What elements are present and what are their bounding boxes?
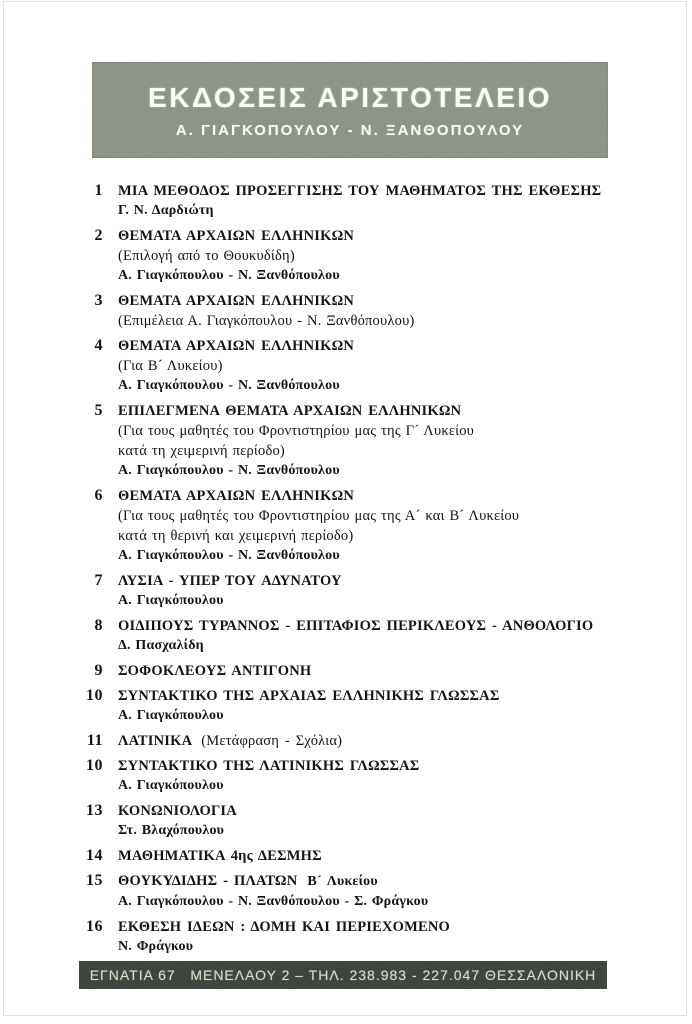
item-title	[118, 486, 519, 506]
item-title	[118, 336, 354, 356]
item-title	[118, 731, 342, 751]
item-body	[118, 801, 237, 841]
item-title	[118, 571, 342, 591]
item-authors: Ν. Φράγκου	[118, 939, 194, 954]
item-number: 10	[86, 757, 103, 774]
item-number: 9	[94, 662, 103, 679]
item-authors: Α. Γιαγκόπουλου - Ν. Ξανθόπουλου	[118, 378, 340, 393]
list-item	[0, 616, 692, 656]
item-body	[118, 336, 354, 396]
item-note-line: κατά τη χειμερινή περίοδο)	[118, 443, 285, 459]
item-body	[118, 661, 311, 681]
item-title-text: ΘΟΥΚΥΔΙΔΗΣ - ΠΛΑΤΩΝ	[118, 873, 298, 889]
item-number: 1	[94, 182, 103, 199]
item-title-text: ΣΟΦΟΚΛΕΟΥΣ ΑΝΤΙΓΟΝΗ	[118, 663, 312, 679]
item-title-text: ΘΕΜΑΤΑ ΑΡΧΑΙΩΝ ΕΛΛΗΝΙΚΩΝ	[118, 338, 355, 354]
item-body	[118, 291, 414, 331]
list-item	[0, 801, 692, 841]
header-content	[92, 62, 608, 158]
item-body	[118, 226, 354, 286]
item-title	[118, 401, 474, 421]
item-number: 7	[94, 572, 103, 589]
item-authors: Γ. Ν. Δαρδιώτη	[118, 203, 214, 218]
item-body	[118, 756, 419, 796]
item-number: 16	[86, 918, 103, 935]
item-number: 13	[86, 802, 103, 819]
item-title-text: ΕΠΙΛΕΓΜΕΝΑ ΘΕΜΑΤΑ ΑΡΧΑΙΩΝ ΕΛΛΗΝΙΚΩΝ	[118, 403, 462, 419]
item-title	[118, 801, 237, 821]
list-item	[0, 661, 692, 681]
item-body	[118, 401, 474, 481]
item-title	[118, 291, 414, 311]
list-item	[0, 686, 692, 726]
item-body	[118, 917, 450, 957]
item-title-text: ΛΑΤΙΝΙΚΑ	[118, 733, 193, 749]
footer-content	[79, 961, 607, 989]
item-number: 11	[86, 732, 103, 749]
list-item	[0, 401, 692, 481]
item-note-line: (Για τους μαθητές του Φροντιστηρίου μας της Α´ και Β´ Λυκείου	[118, 508, 520, 524]
publisher-title: ΕΚΔΟΣΕΙΣ ΑΡΙΣΤΟΤΕΛΕΙΟ	[148, 81, 552, 113]
item-number: 6	[94, 487, 103, 504]
item-title	[118, 871, 428, 892]
book-list	[0, 181, 692, 962]
item-body	[118, 616, 593, 656]
list-item	[0, 731, 692, 751]
item-title	[118, 616, 593, 636]
item-title-text: ΚΟΝΩΝΙΟΛΟΓΙΑ	[118, 803, 237, 819]
publisher-header-band	[92, 62, 608, 158]
item-authors: Α. Γιαγκόπουλου - Ν. Ξανθόπουλου - Σ. Φράγκου	[118, 894, 429, 909]
item-title	[118, 181, 601, 201]
item-authors: Α. Γιαγκόπουλου - Ν. Ξανθόπουλου	[118, 548, 340, 563]
item-title-text: ΕΚΘΕΣΗ ΙΔΕΩΝ : ΔΟΜΗ ΚΑΙ ΠΕΡΙΕΧΟΜΕΝΟ	[118, 919, 451, 935]
list-item	[0, 226, 692, 286]
item-number: 5	[94, 402, 103, 419]
item-body	[118, 181, 601, 221]
item-title-text: ΘΕΜΑΤΑ ΑΡΧΑΙΩΝ ΕΛΛΗΝΙΚΩΝ	[118, 488, 355, 504]
list-item	[0, 486, 692, 566]
item-authors: Α. Γιαγκόπουλου - Ν. Ξανθόπουλου	[118, 463, 340, 478]
item-body	[118, 871, 428, 912]
list-item	[0, 291, 692, 331]
item-number: 10	[86, 687, 103, 704]
item-title-text: ΘΕΜΑΤΑ ΑΡΧΑΙΩΝ ΕΛΛΗΝΙΚΩΝ	[118, 228, 355, 244]
item-title	[118, 226, 354, 246]
item-authors: Δ. Πασχαλίδη	[118, 638, 204, 653]
item-title	[118, 686, 500, 706]
item-body	[118, 486, 519, 566]
item-note-line: (Για τους μαθητές του Φροντιστηρίου μας της Γ´ Λυκείου	[118, 423, 475, 439]
publisher-address: ΕΓΝΑΤΙΑ 67 ΜΕΝΕΛΑΟΥ 2 – ΤΗΛ. 238.983 - 227.047 ΘΕΣΣΑΛΟΝΙΚΗ	[89, 967, 597, 983]
item-title	[118, 661, 311, 681]
item-number: 2	[94, 227, 103, 244]
list-item	[0, 917, 692, 957]
item-note-line: (Επιλογή από το Θουκυδίδη)	[118, 248, 295, 264]
address-footer-band	[79, 961, 607, 989]
item-authors: Α. Γιαγκόπουλου	[118, 593, 224, 608]
list-item	[0, 871, 692, 912]
list-item	[0, 756, 692, 796]
item-body	[118, 731, 342, 751]
item-inline-note: (Μετάφραση - Σχόλια)	[201, 733, 343, 749]
item-title-text: ΣΥΝΤΑΚΤΙΚΟ ΤΗΣ ΑΡΧΑΙΑΣ ΕΛΛΗΝΙΚΗΣ ΓΛΩΣΣΑΣ	[118, 688, 500, 704]
item-title-text: ΣΥΝΤΑΚΤΙΚΟ ΤΗΣ ΛΑΤΙΝΙΚΗΣ ΓΛΩΣΣΑΣ	[118, 758, 420, 774]
item-title	[118, 756, 419, 776]
item-title-suffix: Β´ Λυκείου	[307, 874, 378, 889]
item-number: 8	[94, 617, 103, 634]
item-title-text: ΛΥΣΙΑ - ΥΠΕΡ ΤΟΥ ΑΔΥΝΑΤΟΥ	[118, 573, 342, 589]
item-title-text: ΟΙΔΙΠΟΥΣ ΤΥΡΑΝΝΟΣ - ΕΠΙΤΑΦΙΟΣ ΠΕΡΙΚΛΕΟΥΣ - ΑΝΘΟΛΟΓΙΟ	[118, 618, 594, 634]
item-title	[118, 917, 450, 937]
item-note-line: (Για Β´ Λυκείου)	[118, 358, 223, 374]
item-number: 14	[86, 847, 103, 864]
item-number: 3	[94, 292, 103, 309]
list-item	[0, 846, 692, 866]
item-title-text: ΘΕΜΑΤΑ ΑΡΧΑΙΩΝ ΕΛΛΗΝΙΚΩΝ	[118, 293, 355, 309]
publisher-subtitle: Α. ΓΙΑΓΚΟΠΟΥΛΟΥ - Ν. ΞΑΝΘΟΠΟΥΛΟΥ	[175, 121, 525, 139]
item-authors: Α. Γιαγκόπουλου	[118, 708, 224, 723]
item-title-text: ΜΑΘΗΜΑΤΙΚΑ 4ης ΔΕΣΜΗΣ	[118, 848, 322, 864]
item-body	[118, 571, 342, 611]
item-note-line: (Επιμέλεια Α. Γιαγκόπουλου - Ν. Ξανθόπουλου)	[118, 313, 415, 329]
item-title	[118, 846, 322, 866]
item-number: 4	[94, 337, 103, 354]
list-item	[0, 181, 692, 221]
item-note-line: κατά τη θερινή και χειμερινή περίοδο)	[118, 528, 354, 544]
item-authors: Στ. Βλαχόπουλου	[118, 823, 225, 838]
item-body	[118, 846, 322, 866]
item-body	[118, 686, 500, 726]
list-item	[0, 571, 692, 611]
item-number: 15	[86, 872, 103, 889]
item-title-text: ΜΙΑ ΜΕΘΟΔΟΣ ΠΡΟΣΕΓΓΙΣΗΣ ΤΟΥ ΜΑΘΗΜΑΤΟΣ ΤΗΣ ΕΚΘΕΣΗΣ	[118, 183, 602, 199]
list-item	[0, 336, 692, 396]
item-authors: Α. Γιαγκόπουλου - Ν. Ξανθόπουλου	[118, 268, 340, 283]
item-authors: Α. Γιαγκόπουλου	[118, 778, 224, 793]
